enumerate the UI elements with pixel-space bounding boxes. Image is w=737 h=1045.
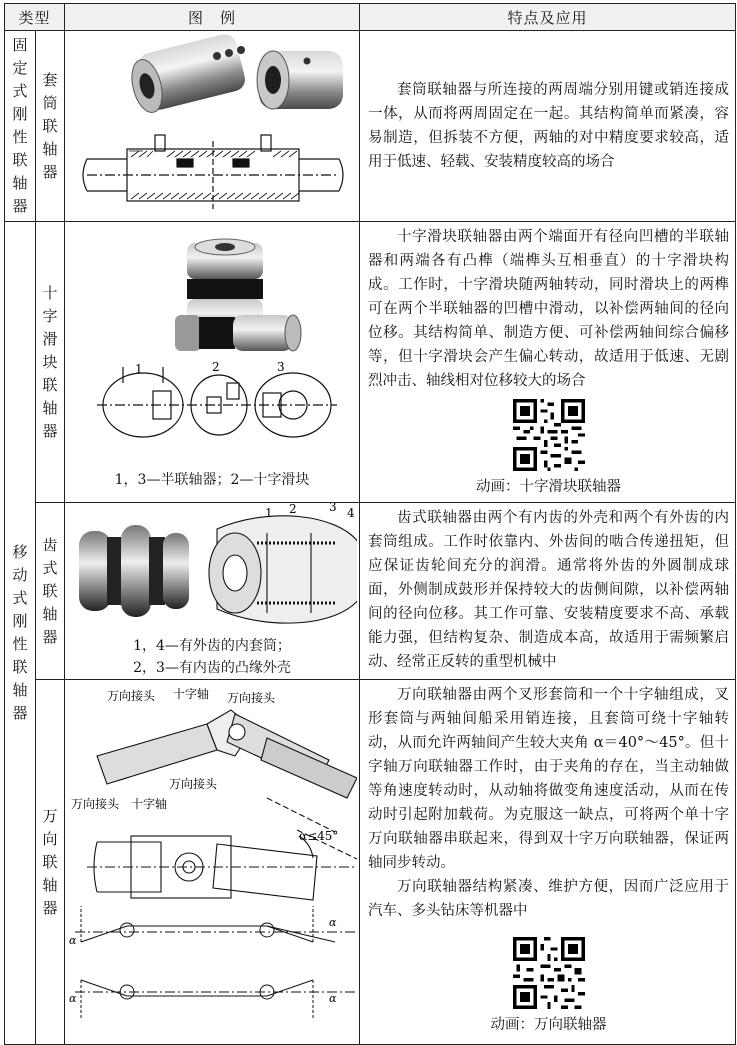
universal-label-joint-1: 万向接头 <box>107 689 156 703</box>
universal-label-cross-1: 十字轴 <box>173 687 210 701</box>
desc-sleeve-text: 套筒联轴器与所连接的两周端分别用键或销连接成一体，从而将两周固定在一起。其结构简单而紧凑，容易制造，但拆装不方便，两轴的对中精度要求较高，适用于低速、轻载、安装精度较高的场合 <box>368 82 730 170</box>
desc-gear <box>360 503 736 680</box>
header-row <box>5 4 736 31</box>
universal-label-joint-4: 万向接头 <box>169 777 218 791</box>
figure-sleeve <box>65 31 360 222</box>
gear-part-label-1: 1 <box>265 506 273 520</box>
sleeve-coupling-illustration <box>67 31 357 217</box>
name-sleeve <box>36 31 65 222</box>
figure-oldham <box>65 222 360 503</box>
oldham-animation-label: 动画：十字滑块联轴器 <box>476 479 622 495</box>
header-features: 特点及应用 <box>360 4 736 31</box>
figure-universal <box>65 680 360 1045</box>
name-oldham <box>36 222 65 503</box>
oldham-part-label-2: 2 <box>212 360 220 374</box>
gear-coupling-illustration <box>67 503 357 631</box>
row-gear-coupling <box>5 503 736 680</box>
gear-photo <box>79 525 189 617</box>
universal-schematic-2 <box>75 980 357 1020</box>
gear-part-label-2: 2 <box>289 503 297 516</box>
header-figure: 图 例 <box>65 4 360 31</box>
header-type: 类型 <box>5 4 65 31</box>
row-oldham-coupling <box>5 222 736 503</box>
oldham-drawing <box>97 367 337 437</box>
oldham-illustration <box>67 233 357 465</box>
universal-animation-label: 动画：万向联轴器 <box>490 1017 607 1033</box>
name-universal-label: 万向联轴器 <box>42 806 58 917</box>
name-gear <box>36 503 65 680</box>
oldham-caption: 1，3—半联轴器；2—十字滑块 <box>114 472 310 488</box>
row-universal-coupling <box>5 680 736 1045</box>
universal-label-joint-3: 万向接头 <box>71 797 120 811</box>
oldham-qr-code[interactable] <box>513 399 585 471</box>
category-fixed <box>5 31 36 222</box>
sleeve-section-drawing <box>83 135 343 209</box>
desc-universal-text-2: 万向联轴器结构紧凑、维护方便，因而广泛应用于汽车、多头钻床等机器中 <box>368 879 730 919</box>
desc-universal <box>360 680 736 1045</box>
universal-alpha-1: α <box>69 934 77 947</box>
category-fixed-label: 固定式刚性联轴器 <box>12 36 28 215</box>
gear-caption-2: 2，3—有内齿的凸缘外壳 <box>133 660 291 676</box>
name-universal <box>36 680 65 1045</box>
oldham-part-label-3: 3 <box>277 360 285 374</box>
figure-gear <box>65 503 360 680</box>
universal-label-joint-2: 万向接头 <box>227 691 276 705</box>
name-oldham-label: 十字滑块联轴器 <box>42 283 58 440</box>
universal-3d-drawing <box>97 710 357 798</box>
name-gear-label: 齿式联轴器 <box>42 535 58 646</box>
universal-alpha-2: α <box>329 916 337 929</box>
gear-part-label-4: 4 <box>347 506 355 520</box>
gear-part-label-3: 3 <box>329 503 337 514</box>
desc-oldham-text: 十字滑块联轴器由两个端面开有径向凹槽的半联轴器和两端各有凸榫（端榫头互相垂直）的十字滑块构成。工作时，十字滑块随两轴转动，同时滑块上的两榫可在两个半联轴器的凹槽中滑动，以补偿两轴间的径向位移。其结构简单、制造方便、可补偿两轴间综合偏移等，但十字滑块会产生偏心转动，故适用于低速、无剧烈冲击、轴线相对位移较大的场合 <box>368 229 730 389</box>
gear-caption-1: 1，4—有外齿的内套筒； <box>133 638 291 654</box>
desc-oldham <box>360 222 736 503</box>
universal-qr-code[interactable] <box>513 937 585 1009</box>
name-sleeve-label: 套筒联轴器 <box>42 70 58 181</box>
universal-alpha-4: α <box>329 992 337 1005</box>
category-movable-label: 移动式刚性联轴器 <box>12 543 28 722</box>
universal-schematic-1 <box>75 906 357 942</box>
oldham-photo <box>175 239 301 351</box>
universal-alpha-3: α <box>69 992 77 1005</box>
desc-gear-text: 齿式联轴器由两个有内齿的外壳和两个有外齿的内套筒组成。工作时依靠内、外齿间的啮合传递扭矩，但应保证齿轮间充分的润滑。通常将外齿的外圆制成球面，外侧制成鼓形并保持较大的齿侧间隙，以补偿两轴间的径向位移。其工作可靠、安装精度要求不高、承载能力强，但结构复杂、制造成本高，故适用于需频繁启动、经常正反转的重型机械中 <box>368 510 730 670</box>
universal-ortho-drawing <box>87 798 357 900</box>
sleeve-photo-left <box>127 32 248 116</box>
universal-angle-label: α≤45° <box>299 829 339 843</box>
desc-sleeve <box>360 31 736 222</box>
desc-universal-text-1: 万向联轴器由两个叉形套筒和一个十字轴组成，叉形套筒与两轴间船采用销连接，且套筒可绕十字轴转动，从而允许两轴间产生较大夹角 α＝40°～45°。但十字轴万向联轴器工作时，由于夹角的存在，当主动轴做等角速度转动时，从动轴将做变角速度活动，从而在传动时引起附加载荷。为克服这一缺点，可将两个单十字万向联轴器串联起来，得到双十字万向联轴器，保证两轴同步转动。 <box>368 687 730 871</box>
universal-label-cross-2: 十字轴 <box>131 797 168 811</box>
coupling-table <box>4 3 736 1045</box>
gear-drawing <box>209 516 357 623</box>
oldham-part-label-1: 1 <box>135 362 143 376</box>
universal-joint-illustration <box>67 680 357 1040</box>
row-sleeve-coupling <box>5 31 736 222</box>
category-movable <box>5 222 36 1045</box>
sleeve-photo-right <box>257 51 343 109</box>
